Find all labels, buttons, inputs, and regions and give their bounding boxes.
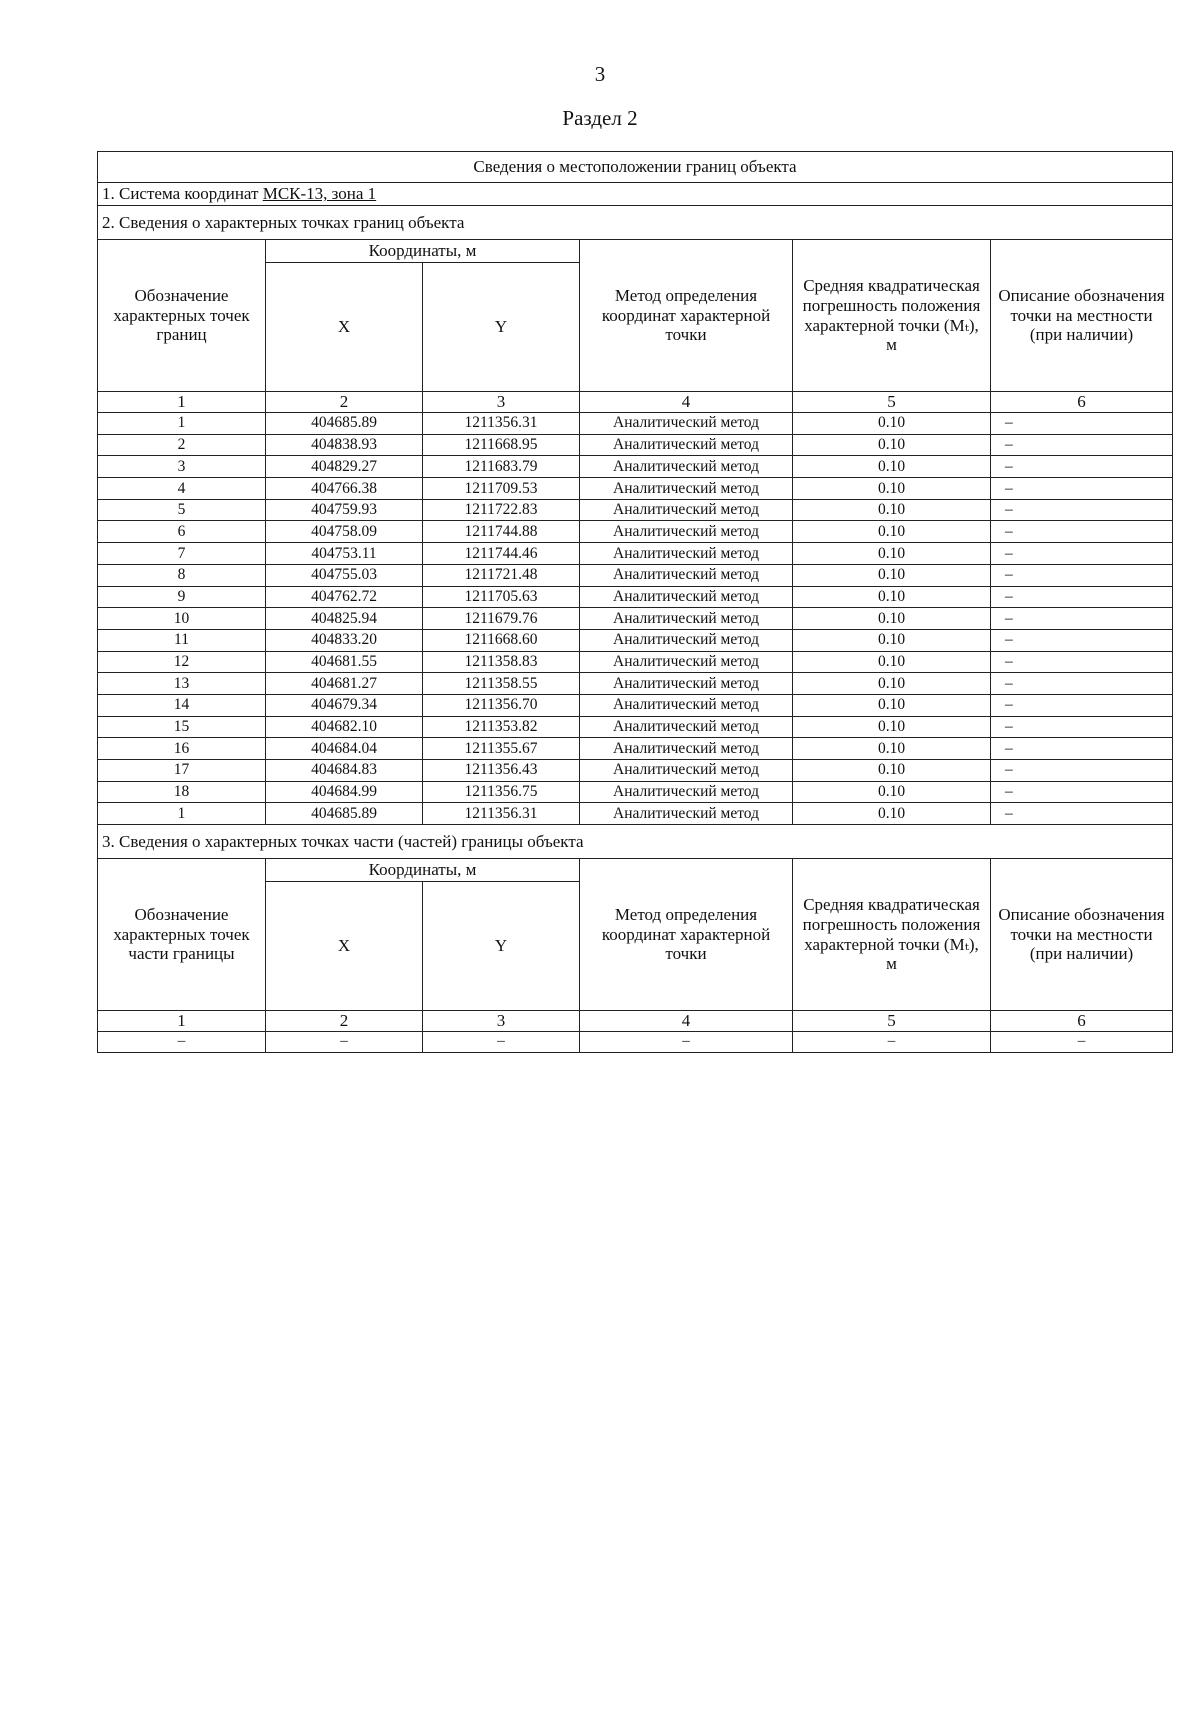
- table-row: [98, 434, 1173, 456]
- column-number: 5: [793, 1011, 991, 1032]
- point-cell: 15: [98, 716, 266, 738]
- x-cell: –: [266, 1032, 423, 1053]
- table-row: [98, 803, 1173, 825]
- error-cell: 0.10: [793, 608, 991, 630]
- header-x: X: [266, 263, 423, 392]
- method-cell: Аналитический метод: [580, 434, 793, 456]
- x-cell: 404753.11: [266, 543, 423, 565]
- x-cell: 404825.94: [266, 608, 423, 630]
- method-cell: Аналитический метод: [580, 629, 793, 651]
- y-cell: 1211683.79: [423, 456, 580, 478]
- y-cell: 1211679.76: [423, 608, 580, 630]
- y-cell: 1211353.82: [423, 716, 580, 738]
- y-cell: 1211356.31: [423, 803, 580, 825]
- x-cell: 404758.09: [266, 521, 423, 543]
- y-cell: 1211705.63: [423, 586, 580, 608]
- point-cell: 2: [98, 434, 266, 456]
- point-cell: 9: [98, 586, 266, 608]
- error-cell: 0.10: [793, 434, 991, 456]
- error-cell: 0.10: [793, 716, 991, 738]
- error-cell: 0.10: [793, 803, 991, 825]
- table-row: [98, 413, 1173, 435]
- header-part-method: Метод определения координат характерной точки: [580, 859, 793, 1011]
- x-cell: 404829.27: [266, 456, 423, 478]
- x-cell: 404685.89: [266, 803, 423, 825]
- y-cell: 1211356.31: [423, 413, 580, 435]
- table-row: [98, 651, 1173, 673]
- column-number: 2: [266, 1011, 423, 1032]
- header-error: Средняя квадратическая погрешность положения характерной точки (Mₜ), м: [793, 240, 991, 392]
- description-cell: –: [991, 760, 1173, 782]
- y-cell: –: [423, 1032, 580, 1053]
- point-cell: 4: [98, 478, 266, 500]
- point-cell: 10: [98, 608, 266, 630]
- table-row: [98, 608, 1173, 630]
- method-cell: Аналитический метод: [580, 564, 793, 586]
- point-cell: 3: [98, 456, 266, 478]
- coordinate-system-value: МСК-13, зона 1: [262, 184, 377, 204]
- point-cell: 13: [98, 673, 266, 695]
- column-number: 5: [793, 392, 991, 413]
- x-cell: 404682.10: [266, 716, 423, 738]
- y-cell: 1211709.53: [423, 478, 580, 500]
- header-method: Метод определения координат характерной точки: [580, 240, 793, 392]
- point-cell: 12: [98, 651, 266, 673]
- y-cell: 1211358.55: [423, 673, 580, 695]
- table-row: [98, 564, 1173, 586]
- error-cell: 0.10: [793, 478, 991, 500]
- boundary-table: [97, 151, 1173, 1053]
- header-part-x: X: [266, 882, 423, 1011]
- y-cell: 1211668.95: [423, 434, 580, 456]
- description-cell: –: [991, 803, 1173, 825]
- description-cell: –: [991, 564, 1173, 586]
- method-cell: Аналитический метод: [580, 456, 793, 478]
- method-cell: Аналитический метод: [580, 673, 793, 695]
- description-cell: –: [991, 586, 1173, 608]
- table-row: [98, 478, 1173, 500]
- coordinate-system: [98, 183, 1173, 206]
- y-cell: 1211356.70: [423, 694, 580, 716]
- description-cell: –: [991, 651, 1173, 673]
- method-cell: –: [580, 1032, 793, 1053]
- error-cell: 0.10: [793, 629, 991, 651]
- table-row: [98, 499, 1173, 521]
- y-cell: 1211355.67: [423, 738, 580, 760]
- table-row: [98, 781, 1173, 803]
- column-number: 4: [580, 392, 793, 413]
- method-cell: Аналитический метод: [580, 694, 793, 716]
- boundary-table-sheet: [97, 151, 1172, 1053]
- header-point-label: Обозначение характерных точек границ: [98, 240, 266, 392]
- column-number: 1: [98, 392, 266, 413]
- method-cell: Аналитический метод: [580, 781, 793, 803]
- method-cell: Аналитический метод: [580, 716, 793, 738]
- x-cell: 404766.38: [266, 478, 423, 500]
- y-cell: 1211668.60: [423, 629, 580, 651]
- y-cell: 1211358.83: [423, 651, 580, 673]
- error-cell: 0.10: [793, 694, 991, 716]
- x-cell: 404684.99: [266, 781, 423, 803]
- error-cell: 0.10: [793, 413, 991, 435]
- x-cell: 404838.93: [266, 434, 423, 456]
- point-cell: 1: [98, 413, 266, 435]
- description-cell: –: [991, 543, 1173, 565]
- description-cell: –: [991, 738, 1173, 760]
- section3-title: 3. Сведения о характерных точках части (частей) границы объекта: [98, 825, 1173, 859]
- error-cell: 0.10: [793, 651, 991, 673]
- section2-title: 2. Сведения о характерных точках границ объекта: [98, 206, 1173, 240]
- point-cell: 6: [98, 521, 266, 543]
- method-cell: Аналитический метод: [580, 478, 793, 500]
- point-cell: 14: [98, 694, 266, 716]
- point-cell: 7: [98, 543, 266, 565]
- method-cell: Аналитический метод: [580, 738, 793, 760]
- x-cell: 404833.20: [266, 629, 423, 651]
- method-cell: Аналитический метод: [580, 651, 793, 673]
- description-cell: –: [991, 521, 1173, 543]
- point-cell: 8: [98, 564, 266, 586]
- description-cell: –: [991, 673, 1173, 695]
- table-row: [98, 716, 1173, 738]
- x-cell: 404762.72: [266, 586, 423, 608]
- error-cell: 0.10: [793, 499, 991, 521]
- table-row: [98, 1032, 1173, 1053]
- column-number: 6: [991, 392, 1173, 413]
- x-cell: 404684.04: [266, 738, 423, 760]
- y-cell: 1211356.43: [423, 760, 580, 782]
- error-cell: 0.10: [793, 456, 991, 478]
- description-cell: –: [991, 629, 1173, 651]
- description-cell: –: [991, 608, 1173, 630]
- error-cell: 0.10: [793, 543, 991, 565]
- table-caption: Сведения о местоположении границ объекта: [98, 152, 1173, 183]
- table-row: [98, 456, 1173, 478]
- column-number: 2: [266, 392, 423, 413]
- y-cell: 1211744.88: [423, 521, 580, 543]
- table-row: [98, 521, 1173, 543]
- part-column-numbers-row: [98, 1011, 1173, 1032]
- table-row: [98, 738, 1173, 760]
- point-cell: 1: [98, 803, 266, 825]
- coordinate-system-label: 1. Система координат: [102, 184, 263, 204]
- x-cell: 404685.89: [266, 413, 423, 435]
- table-row: [98, 694, 1173, 716]
- x-cell: 404679.34: [266, 694, 423, 716]
- table-row: [98, 760, 1173, 782]
- x-cell: 404759.93: [266, 499, 423, 521]
- method-cell: Аналитический метод: [580, 608, 793, 630]
- method-cell: Аналитический метод: [580, 521, 793, 543]
- error-cell: 0.10: [793, 564, 991, 586]
- point-cell: 5: [98, 499, 266, 521]
- x-cell: 404755.03: [266, 564, 423, 586]
- method-cell: Аналитический метод: [580, 413, 793, 435]
- y-cell: 1211356.75: [423, 781, 580, 803]
- column-numbers-row: [98, 392, 1173, 413]
- x-cell: 404681.27: [266, 673, 423, 695]
- error-cell: 0.10: [793, 521, 991, 543]
- table-row: [98, 673, 1173, 695]
- point-cell: 16: [98, 738, 266, 760]
- y-cell: 1211744.46: [423, 543, 580, 565]
- error-cell: 0.10: [793, 738, 991, 760]
- method-cell: Аналитический метод: [580, 586, 793, 608]
- table-row: [98, 629, 1173, 651]
- error-cell: –: [793, 1032, 991, 1053]
- error-cell: 0.10: [793, 781, 991, 803]
- method-cell: Аналитический метод: [580, 543, 793, 565]
- point-cell: –: [98, 1032, 266, 1053]
- column-number: 6: [991, 1011, 1173, 1032]
- point-cell: 11: [98, 629, 266, 651]
- method-cell: Аналитический метод: [580, 803, 793, 825]
- error-cell: 0.10: [793, 673, 991, 695]
- section-title: Раздел 2: [562, 106, 638, 130]
- header-part-y: Y: [423, 882, 580, 1011]
- point-cell: 17: [98, 760, 266, 782]
- page-number: 3: [594, 62, 606, 86]
- description-cell: –: [991, 456, 1173, 478]
- column-number: 3: [423, 1011, 580, 1032]
- header-part-description: Описание обозначения точки на местности (при наличии): [991, 859, 1173, 1011]
- description-cell: –: [991, 1032, 1173, 1053]
- method-cell: Аналитический метод: [580, 499, 793, 521]
- description-cell: –: [991, 434, 1173, 456]
- error-cell: 0.10: [793, 760, 991, 782]
- error-cell: 0.10: [793, 586, 991, 608]
- header-y: Y: [423, 263, 580, 392]
- point-cell: 18: [98, 781, 266, 803]
- description-cell: –: [991, 478, 1173, 500]
- method-cell: Аналитический метод: [580, 760, 793, 782]
- column-number: 4: [580, 1011, 793, 1032]
- x-cell: 404681.55: [266, 651, 423, 673]
- y-cell: 1211721.48: [423, 564, 580, 586]
- description-cell: –: [991, 716, 1173, 738]
- header-part-point-label: Обозначение характерных точек части границы: [98, 859, 266, 1011]
- header-part-coordinates: Координаты, м: [266, 859, 580, 882]
- header-description: Описание обозначения точки на местности (при наличии): [991, 240, 1173, 392]
- x-cell: 404684.83: [266, 760, 423, 782]
- column-number: 3: [423, 392, 580, 413]
- description-cell: –: [991, 499, 1173, 521]
- header-part-error: Средняя квадратическая погрешность положения характерной точки (Mₜ), м: [793, 859, 991, 1011]
- y-cell: 1211722.83: [423, 499, 580, 521]
- description-cell: –: [991, 413, 1173, 435]
- description-cell: –: [991, 694, 1173, 716]
- header-coordinates: Координаты, м: [266, 240, 580, 263]
- table-row: [98, 543, 1173, 565]
- table-row: [98, 586, 1173, 608]
- description-cell: –: [991, 781, 1173, 803]
- column-number: 1: [98, 1011, 266, 1032]
